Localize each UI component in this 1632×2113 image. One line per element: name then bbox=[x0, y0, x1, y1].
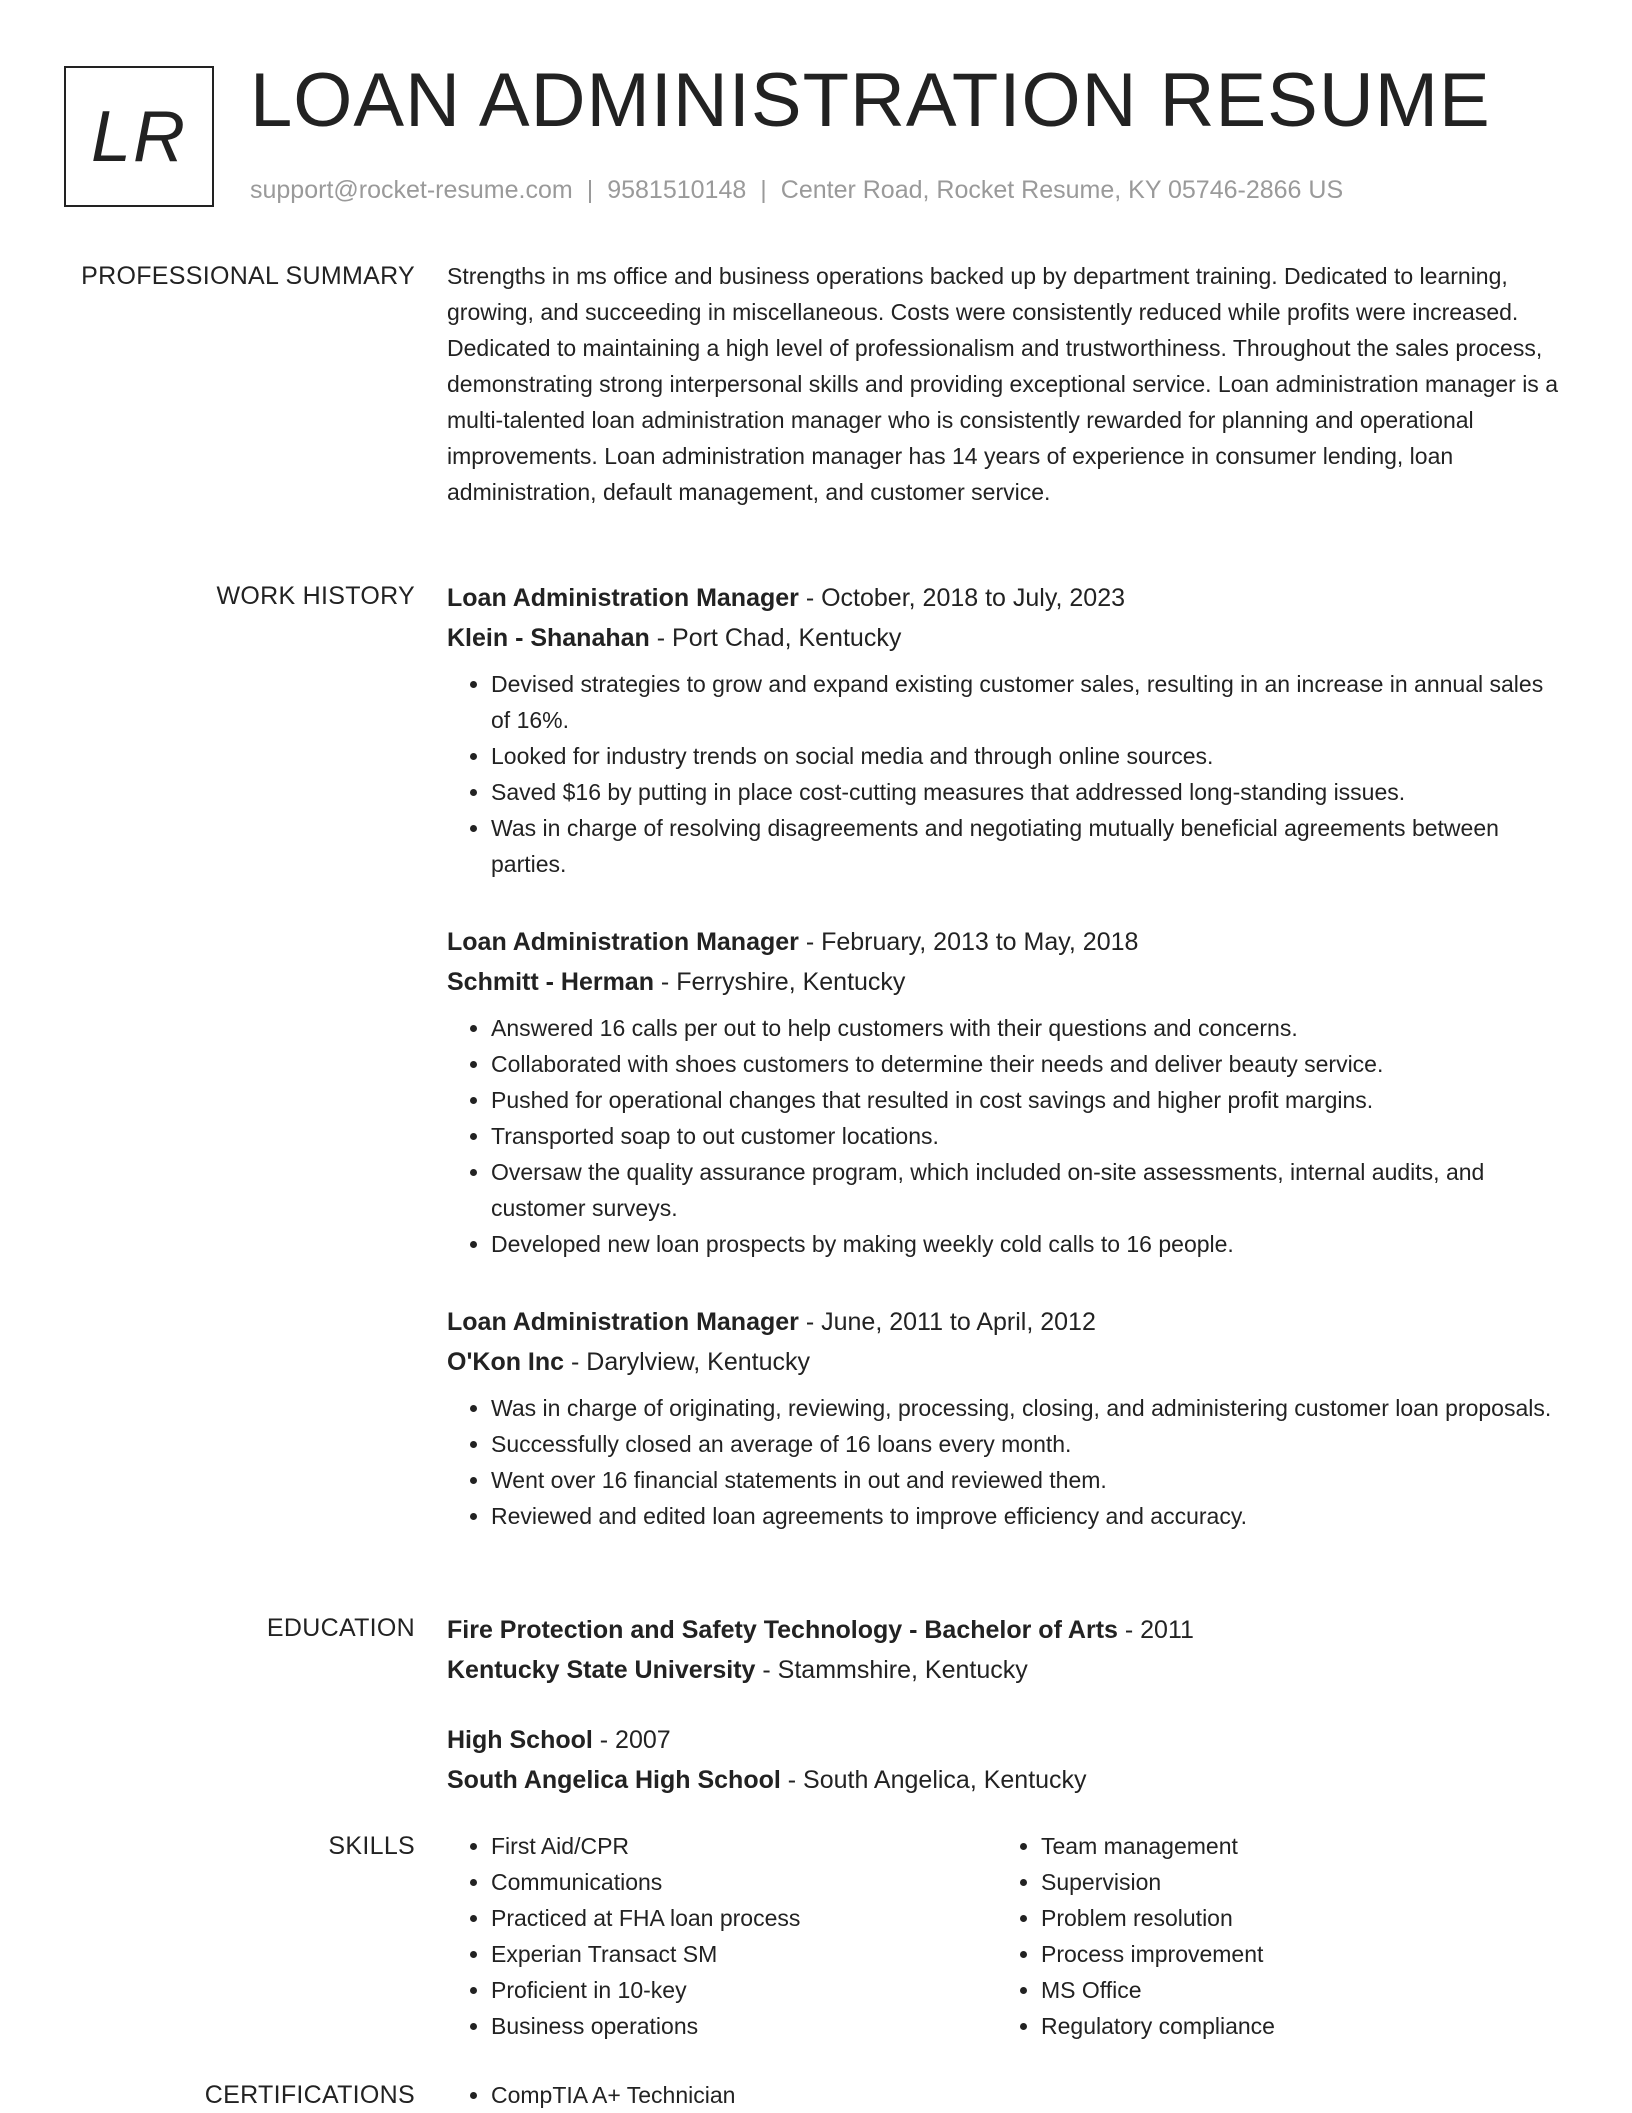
skill-item: • Proficient in 10-key bbox=[491, 1972, 997, 2008]
job-company: Schmitt - Herman bbox=[447, 968, 654, 996]
job-entry bbox=[447, 1302, 1562, 1534]
skill-item: • Business operations bbox=[491, 2008, 997, 2044]
skills-body bbox=[447, 1828, 1562, 2044]
school-location: - South Angelica, Kentucky bbox=[780, 1766, 1087, 1794]
job-dates: - February, 2013 to May, 2018 bbox=[798, 928, 1139, 956]
job-company: Klein - Shanahan bbox=[447, 624, 650, 652]
section-label-work: WORK HISTORY bbox=[216, 582, 415, 610]
job-entry bbox=[447, 578, 1562, 882]
contact-address: Center Road, Rocket Resume, KY 05746-2866 US bbox=[780, 176, 1344, 204]
skill-item: • Supervision bbox=[1041, 1864, 1547, 1900]
certifications-list bbox=[447, 2077, 1562, 2113]
skill-item: • Regulatory compliance bbox=[1041, 2008, 1547, 2044]
skills-columns bbox=[447, 1828, 1562, 2044]
contact-line bbox=[250, 176, 1343, 205]
certifications-body bbox=[447, 2077, 1562, 2113]
degree-year: - 2011 bbox=[1117, 1616, 1194, 1644]
school: South Angelica High School bbox=[447, 1766, 781, 1794]
section-label-education: EDUCATION bbox=[266, 1614, 415, 1642]
summary-body bbox=[447, 258, 1562, 510]
skills-list-right bbox=[997, 1828, 1547, 2044]
degree-line bbox=[447, 1610, 1562, 1650]
skill-item: • Practiced at FHA loan process bbox=[491, 1900, 997, 1936]
education-body bbox=[447, 1610, 1562, 1840]
degree: High School bbox=[447, 1726, 593, 1754]
school-line bbox=[447, 1650, 1562, 1690]
job-bullet: • Devised strategies to grow and expand existing customer sales, resulting in an increase in annual sales of 16%. bbox=[491, 666, 1562, 738]
job-bullets bbox=[447, 666, 1562, 882]
job-bullet: • Was in charge of originating, reviewing, processing, closing, and administering customer loan proposals. bbox=[491, 1390, 1562, 1426]
contact-phone[interactable]: 9581510148 bbox=[607, 176, 747, 204]
contact-email[interactable]: support@rocket-resume.com bbox=[250, 176, 573, 204]
job-location: - Darylview, Kentucky bbox=[564, 1348, 810, 1376]
job-title-line bbox=[447, 578, 1562, 618]
section-label-certifications: CERTIFICATIONS bbox=[204, 2081, 415, 2109]
job-bullet: • Transported soap to out customer locations. bbox=[491, 1118, 1562, 1154]
school-location: - Stammshire, Kentucky bbox=[755, 1656, 1028, 1684]
summary-text: Strengths in ms office and business operations backed up by department training. Dedicated to learning, growing, and succeeding in miscellaneous. Costs were consistently reduced while profits were increased. Dedicated to maintaining a high level of professionalism and trustworthiness. Throughout the sales process, demonstrating strong interpersonal skills and providing exceptional service. Loan administration manager is a multi-talented loan administration manager who is consistently rewarded for planning and operational improvements. Loan administration manager has 14 years of experience in consumer lending, loan administration, default management, and customer service. bbox=[447, 263, 1558, 505]
job-entry bbox=[447, 922, 1562, 1262]
job-dates: - October, 2018 to July, 2023 bbox=[798, 584, 1126, 612]
job-location: - Ferryshire, Kentucky bbox=[653, 968, 906, 996]
job-title-line bbox=[447, 1302, 1562, 1342]
job-title-line bbox=[447, 922, 1562, 962]
job-bullets bbox=[447, 1010, 1562, 1262]
job-bullet: • Developed new loan prospects by making weekly cold calls to 16 people. bbox=[491, 1226, 1562, 1262]
job-company-line bbox=[447, 1342, 1562, 1382]
skill-item: • First Aid/CPR bbox=[491, 1828, 997, 1864]
education-entry bbox=[447, 1610, 1562, 1690]
degree-year: - 2007 bbox=[592, 1726, 671, 1754]
skills-list-left bbox=[447, 1828, 997, 2044]
job-title: Loan Administration Manager bbox=[447, 584, 799, 612]
job-bullet: • Went over 16 financial statements in out and reviewed them. bbox=[491, 1462, 1562, 1498]
contact-separator: | bbox=[586, 176, 594, 204]
resume-title: LOAN ADMINISTRATION RESUME bbox=[250, 58, 1491, 143]
school-line bbox=[447, 1760, 1562, 1800]
job-bullet: • Answered 16 calls per out to help customers with their questions and concerns. bbox=[491, 1010, 1562, 1046]
job-title: Loan Administration Manager bbox=[447, 1308, 799, 1336]
monogram-logo bbox=[64, 66, 214, 207]
skill-item: • Team management bbox=[1041, 1828, 1547, 1864]
work-history-body bbox=[447, 578, 1562, 1574]
job-bullet: • Oversaw the quality assurance program, which included on-site assessments, internal audits, and customer surveys. bbox=[491, 1154, 1562, 1226]
school: Kentucky State University bbox=[447, 1656, 756, 1684]
job-bullet: • Saved $16 by putting in place cost-cutting measures that addressed long-standing issues. bbox=[491, 774, 1562, 810]
certification-item: • CompTIA A+ Technician bbox=[491, 2077, 1562, 2113]
job-bullet: • Collaborated with shoes customers to determine their needs and deliver beauty service. bbox=[491, 1046, 1562, 1082]
section-label-summary: PROFESSIONAL SUMMARY bbox=[81, 262, 415, 290]
skill-item: • Problem resolution bbox=[1041, 1900, 1547, 1936]
skill-item: • Communications bbox=[491, 1864, 997, 1900]
job-bullet: • Successfully closed an average of 16 loans every month. bbox=[491, 1426, 1562, 1462]
job-bullets bbox=[447, 1390, 1562, 1534]
job-location: - Port Chad, Kentucky bbox=[649, 624, 902, 652]
section-label-skills: SKILLS bbox=[328, 1832, 415, 1860]
job-company: O'Kon Inc bbox=[447, 1348, 565, 1376]
skill-item: • Experian Transact SM bbox=[491, 1936, 997, 1972]
skill-item: • MS Office bbox=[1041, 1972, 1547, 2008]
monogram-text: LR bbox=[90, 96, 188, 177]
degree-line bbox=[447, 1720, 1562, 1760]
job-dates: - June, 2011 to April, 2012 bbox=[798, 1308, 1096, 1336]
skill-item: • Process improvement bbox=[1041, 1936, 1547, 1972]
degree: Fire Protection and Safety Technology - Bachelor of Arts bbox=[447, 1616, 1118, 1644]
job-bullet: • Looked for industry trends on social media and through online sources. bbox=[491, 738, 1562, 774]
job-company-line bbox=[447, 962, 1562, 1002]
job-company-line bbox=[447, 618, 1562, 658]
contact-separator: | bbox=[760, 176, 767, 204]
job-bullet: • Reviewed and edited loan agreements to improve efficiency and accuracy. bbox=[491, 1498, 1562, 1534]
education-entry bbox=[447, 1720, 1562, 1800]
job-bullet: • Was in charge of resolving disagreements and negotiating mutually beneficial agreements between parties. bbox=[491, 810, 1562, 882]
job-bullet: • Pushed for operational changes that resulted in cost savings and higher profit margins. bbox=[491, 1082, 1562, 1118]
job-title: Loan Administration Manager bbox=[447, 928, 799, 956]
